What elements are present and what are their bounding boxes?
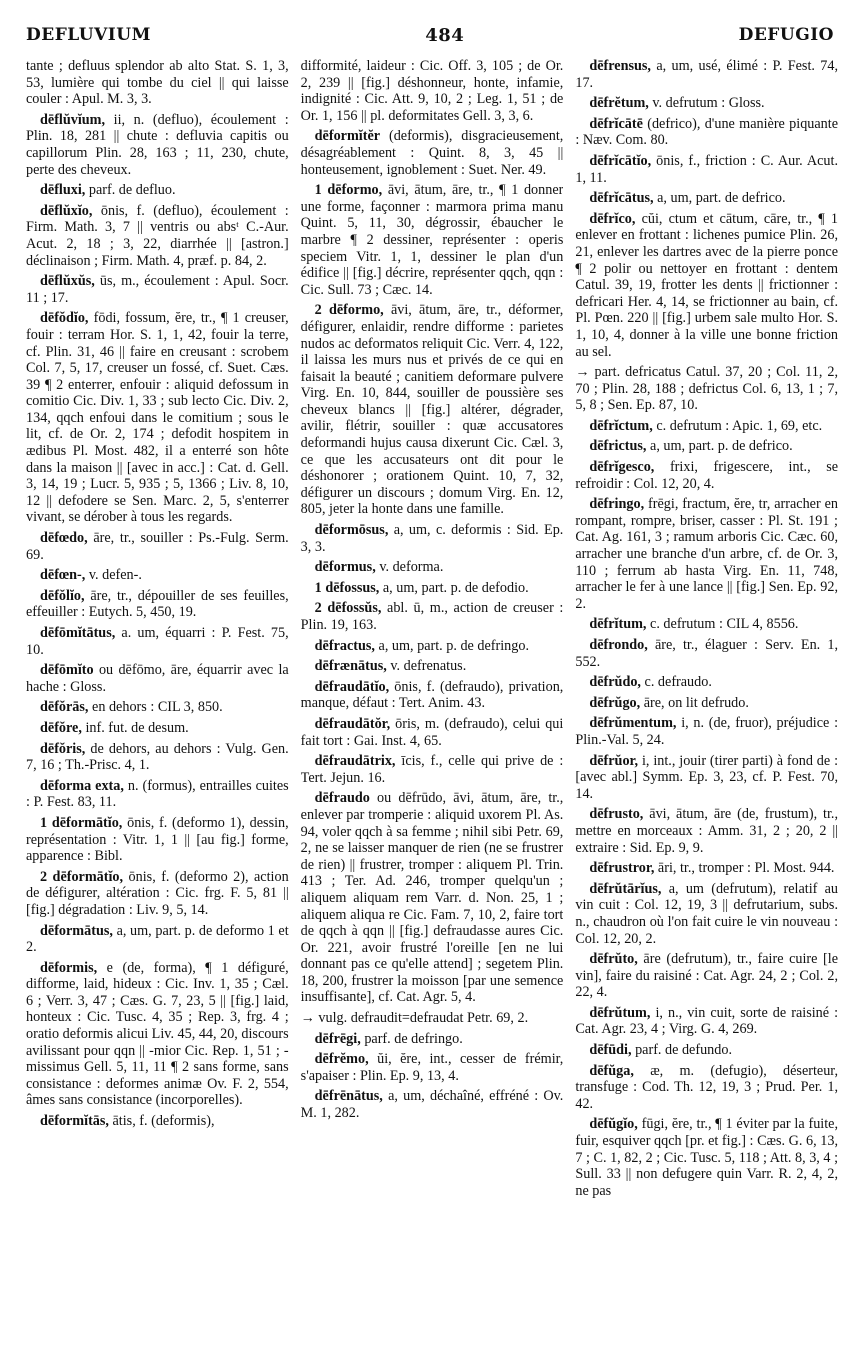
dictionary-entry [26,588,289,621]
entry-text: ŭi, ĕre, int., cesser de frémir, s'apaiser : Plin. Ep. 9, 13, 4. [300,1051,564,1084]
page-header [26,22,834,48]
entry-headword: 2 dēformātĭo, [40,868,124,885]
entry-text: fūgi, ĕre, tr., ¶ 1 éviter par la fuite, fuir, esquiver qqch [pr. et fig.] : Cæs. G. 6, 13, 7 ; C. 1, 82, 2 ; Cic. Tusc. 5, 118 ; Att. 8, 3, 4 ; Sull. 33 || non defugere quin Varr. R. 2, 4, 2, ne pas [575,1116,839,1199]
dictionary-entry [575,695,838,712]
entry-headword: dēfrŭor, [589,752,639,769]
dictionary-entry [301,522,564,555]
entry-text: c. defrutum : Apic. 1, 69, etc. [656,417,823,434]
entry-headword: dēfrictus, [589,438,647,455]
column-1 [26,58,289,1354]
entry-headword: dēfrŭto, [589,951,638,968]
entry-text: ii, n. (defluo), écoulement : Plin. 18, 281 || chute : defluvia capitis ou capillorum Plin. 28, 163 ; 11, 230, chute, perte des cheveux. [26,111,289,178]
entry-text: n. (formus), entrailles cuites : P. Fest. 83, 11. [26,777,289,811]
entry-text: (defrico), d'une manière piquante : Næv. Com. 80. [575,115,839,149]
entry-text: a, um, part. p. de defrico. [650,438,793,455]
entry-text: ōnis, f., friction : C. Aur. Acut. 1, 11. [575,152,839,186]
entry-text: ōnis, f. (deformo 1), dessin, représentation : Vitr. 1, 1 || [au fig.] forme, apparence : Bibl. [26,814,289,865]
dictionary-entry [26,625,289,658]
entry-headword: dēfrēnātus, [314,1088,383,1105]
dictionary-entry [575,1005,838,1038]
entry-headword: dēfrŭgo, [589,694,641,711]
dictionary-entry [301,679,564,712]
entry-headword: dēfrĕtum, [589,95,649,112]
entry-headword: dēfrondo, [589,637,648,653]
entry-text: āre, tr., élaguer : Serv. En. 1, 552. [575,637,839,670]
dictionary-entry [575,806,838,856]
dictionary-entry [301,1051,564,1084]
dictionary-entry [301,1088,564,1121]
entry-headword: dēfrĭcātē [589,115,643,132]
dictionary-entry [26,273,289,306]
entry-headword: dēfŭga, [589,1062,634,1079]
entry-text: āre, on lit defrudo. [643,694,749,711]
entry-text: de dehors, au dehors : Vulg. Gen. 7, 16 ; Th.-Prisc. 4, 1. [26,740,289,774]
entry-headword: dēfrĕmo, [314,1051,369,1068]
entry-text: parf. de defluo. [88,182,176,199]
dictionary-entry [26,778,289,811]
entry-headword: dēfrŭtum, [589,1004,651,1021]
dictionary-entry [575,459,838,492]
entry-headword: dēfringo, [589,496,645,513]
dictionary-entry [575,190,838,207]
entry-headword: dēformis, [40,959,98,976]
dictionary-entry [575,58,838,91]
dictionary-entry [301,600,564,633]
dictionary-entry [575,418,838,435]
entry-text: abl. ū, m., action de creuser : Plin. 19, 163. [300,600,564,633]
entry-headword: dēformĭtās, [40,1113,109,1130]
dictionary-entry [26,869,289,919]
dictionary-entry [575,616,838,633]
entry-headword: 2 dēfossŭs, [314,600,382,617]
entry-headword: dēfœn-, [40,567,86,584]
text-columns [26,58,838,1354]
entry-text: āri, tr., tromper : Pl. Most. 944. [657,860,835,877]
entry-text: fōdi, fossum, ĕre, tr., ¶ 1 creuser, fouir : terram Hor. S. 1, 1, 42, fouir la terre, cf. Plin. 31, 46 || faire en creusant : scrobem Col. 7, 5, 17, creuser un fossé, cf. Suet. Cæs. 39 ¶ 2 enterrer, enfouir : aliquid defossum in comitio Cic. Div. 1, 33 ; sub lecto Cic. Div. 2, 134, qqch enfoui dans le comitium ; sous le lit, cf. de Or. 2, 174 ; defodit hospitem in ædibus Pl. Most. 482, il a enterré son hôte dans la maison || [avec in acc.] : Cat. d. Gell. 3, 14, 19 ; Lucr. 5, 935 ; 5, 1366 ; Liv. 8, 10, 12 || defodere se Sen. Marc. 2, 5, s'enterrer vivant, se dérober à tous les regards. [26,310,289,526]
dictionary-entry [575,860,838,877]
dictionary-entry [26,923,289,956]
entry-headword: dēfrĭcātĭo, [589,152,652,169]
entry-text: en dehors : CIL 3, 850. [92,699,223,716]
dictionary-entry [575,438,838,455]
dictionary-entry [301,128,564,178]
entry-headword: dēfrensus, [589,58,651,74]
dictionary-entry [575,753,838,803]
entry-text: a, um, part. p. de deformo 1 et 2. [26,922,289,956]
dictionary-entry [26,815,289,865]
entry-headword: dēfractus, [314,637,375,654]
entry-text: (deformis), disgracieusement, désagréablement : Quint. 8, 3, 45 || honteusement, ignoblement : Suet. Ner. 49. [300,128,564,178]
dictionary-entry [575,1042,838,1059]
entry-text: parf. de defringo. [364,1030,463,1047]
entry-headword: dēfŏlĭo, [40,587,85,604]
dictionary-entry [26,530,289,563]
header-right-guideword: DEFUGIO [738,25,834,45]
entry-headword: dēforma exta, [40,777,124,794]
entry-text: c. defrutum : CIL 4, 8556. [650,616,799,633]
entry-text: āvi, ātum, āre, tr., ¶ 1 donner une forme, façonner : marmora prima manu Quint. 5, 11, 30, dégrossir, ébaucher le marbre ¶ 2 dessiner, représenter : operis speciem Vitr. 1, 1, dessiner le plan d'un édifice || [fig.] décrire, représenter qqch, qqn : Cic. Sull. 73 ; Cæc. 14. [300,182,564,298]
dictionary-entry [26,741,289,774]
dictionary-entry [575,153,838,186]
entry-headword: dēformōsus, [314,522,389,539]
entry-text: tante ; defluus splendor ab alto Stat. S. 1, 3, 53, lumière qui tombe du ciel || qui laisse couler : Apul. M. 3, 3. [26,58,289,108]
dictionary-entry [26,662,289,695]
entry-headword: 1 dēformo, [314,182,383,199]
entry-text: i, n. (de, fruor), préjudice : Plin.-Val. 5, 24. [575,715,839,748]
entry-headword: dēfluxi, [40,182,86,199]
entry-headword: dēfrĭco, [589,210,636,227]
dictionary-entry [26,720,289,737]
entry-headword: dēflŭxŭs, [40,273,95,290]
entry-text: īcis, f., celle qui prive de : Tert. Jejun. 16. [300,753,564,786]
dictionary-entry [301,790,564,1006]
entry-headword: dēformus, [314,559,376,576]
entry-headword: dēfŏre, [40,719,82,736]
entry-headword: dēfrustror, [589,860,655,877]
entry-headword: dēfrĭcātus, [589,190,654,207]
dictionary-entry [575,116,838,149]
dictionary-entry [301,580,564,597]
entry-text: ōnis, f. (defraudo), privation, manque, défaut : Tert. Anim. 43. [300,678,564,712]
dictionary-entry [575,637,838,670]
entry-text: a, um, déchaîné, effréné : Ov. M. 1, 282. [300,1088,564,1122]
entry-text: ātis, f. (deformis), [112,1113,215,1130]
entry-text: a, um, usé, élimé : P. Fest. 74, 17. [575,58,839,91]
entry-text: v. defen-. [88,567,142,584]
entry-headword: 1 dēfossus, [314,579,380,596]
entry-headword: dēfrŭdo, [589,674,641,691]
entry-text: a. um, équarri : P. Fest. 75, 10. [26,625,289,658]
entry-headword: dēfœdo, [40,530,88,547]
entry-headword: dēfŭgĭo, [589,1116,638,1133]
entry-text: āre, tr., dépouiller de ses feuilles, effeuiller : Eutych. 5, 450, 19. [26,587,289,621]
entry-text: ōris, m. (defraudo), celui qui fait tort : Gai. Inst. 4, 65. [300,715,564,749]
dictionary-entry [575,951,838,1001]
entry-headword: dēfraudātŏr, [314,715,391,732]
entry-text: ou dēfōmo, āre, équarrir avec la hache : Gloss. [26,662,289,695]
entry-text: → part. defricatus Catul. 37, 20 ; Col. 11, 2, 70 ; Plin. 28, 188 ; defrictus Col. 6, 13, 1 ; 7, 5, 8 ; Sen. Ep. 87, 10. [575,364,839,414]
entry-headword: dēformĭtĕr [314,128,381,145]
dictionary-entry [575,496,838,612]
dictionary-entry [301,716,564,749]
dictionary-entry [575,95,838,112]
dictionary-entry [26,567,289,584]
page-number: 484 [425,24,465,46]
dictionary-entry [301,302,564,518]
dictionary-entry [301,753,564,786]
entry-headword: dēfōmĭtātus, [40,625,116,641]
entry-headword: dēfrusto, [589,806,644,823]
entry-headword: dēfrŭtārĭus, [589,880,662,897]
entry-text: ou dēfrūdo, āvi, ātum, āre, tr., enlever par tromperie : aliquid uxorem Pl. As. 94, voler qqch à sa femme ; nihil sibi Petr. 69, 2, ne se laisser manquer de rien (ne se frustrer de rien) || frustrer, tromper : aliquem Pl. Trin. 413 ; Ter. Ad. 246, tromper quelqu'un ; aliquem aliquam rem Varr. d. Non. 25, 1 ; aliquem aliqua re Cic. Fam. 7, 10, 2, faire tort de qqch à qqn || [fig.] defraudasse aures Cic. Or. 221, avoir frustré l'oreille [en ne lui donnant pas ce qu'elle attend] ; segetem Plin. 18, 200, frustrer la moisson [par une semence insuffisante], cf. Cat. Agr. 5, 4. [300,790,564,1006]
entry-headword: 2 dēformo, [314,302,384,319]
dictionary-entry [26,58,289,108]
entry-headword: dēfrænātus, [314,658,387,675]
entry-text: a, um, c. deformis : Sid. Ep. 3, 3. [300,522,564,555]
entry-text: a, um, part. de defrico. [657,190,786,207]
dictionary-entry [575,211,838,360]
entry-headword: dēfraudātĭo, [314,678,390,695]
entry-text: e (de, forma), ¶ 1 défiguré, difforme, laid, hideux : Cic. Inv. 1, 35 ; Cæl. 6 ; Verr. 3, 47 ; Cæs. G. 7, 23, 5 || [fig.] laid, honteux : Cic. Tusc. 4, 35 ; Rep. 3, frg. 4 ; oratio deformis alicui Liv. 45, 44, 20, discours avilissant pour qqn || -mior Cic. Rep. 1, 51 ; -missimus Gell. 5, 11, 11 ¶ 2 sans forme, sans consistance : deformes animæ Ov. F. 2, 554, âmes sans consistance (incorporelles). [26,959,289,1109]
dictionary-entry [575,715,838,748]
entry-headword: dēfūdi, [589,1042,632,1059]
entry-text: āvi, ātum, āre (de, frustum), tr., mettre en morceaux : Amm. 31, 2 ; 20, 2 || extraire : Sid. Ep. 9, 9. [575,806,839,856]
entry-text: ūs, m., écoulement : Apul. Socr. 11 ; 17. [26,273,289,306]
dictionary-entry [575,1063,838,1113]
entry-text: ōnis, f. (deformo 2), action de défigurer, altération : Cic. frg. F. 5, 81 || [fig.] dégradation : Liv. 9, 5, 14. [26,868,289,918]
dictionary-entry [301,1010,564,1027]
dictionary-entry [575,364,838,414]
dictionary-entry [575,1116,838,1199]
dictionary-entry [301,559,564,576]
entry-text: frēgi, fractum, ĕre, tr, arracher en rompant, rompre, briser, casser : Pl. St. 191 ; Cat. Ag. 161, 3 ; ramum arboris Cic. Cæc. 60, arracher une branche d'un arbre, cf. de Or. 3, 110 ; ferrum ab hasta Virg. En. 11, 748, arracher le fer à une lance || [fig.] Sen. Ep. 92, 2. [575,496,839,612]
column-3 [575,58,838,1354]
entry-text: difformité, laideur : Cic. Off. 3, 105 ; de Or. 2, 239 || [fig.] déshonneur, honte, infamie, indignité : Cic. Att. 9, 10, 2 ; Leg. 1, 51 ; de Or. 1, 156 || pl. deformitates Gell. 3, 3, 6. [300,58,564,124]
entry-headword: dēfrĭctum, [589,417,653,434]
entry-text: frixi, frigescere, int., se refroidir : Col. 12, 20, 4. [575,459,839,492]
dictionary-entry [301,638,564,655]
entry-text: parf. de defundo. [635,1042,732,1059]
column-2 [301,58,564,1354]
entry-headword: dēformātus, [40,922,113,939]
entry-headword: dēfraudātrix, [314,753,396,770]
entry-text: v. deforma. [379,559,444,576]
dictionary-entry [26,699,289,716]
dictionary-entry [26,310,289,526]
header-left-guideword: DEFLUVIUM [26,25,151,45]
dictionary-entry [301,1031,564,1048]
entry-text: a, um (defrutum), relatif au vin cuit : Col. 12, 19, 3 || defrutarium, subs. n., chaudron où l'on fait cuire le vin nouveau : Col. 12, 20, 2. [575,880,839,947]
dictionary-entry [575,674,838,691]
entry-text: i, int., jouir (tirer parti) à fond de : [avec abl.] Symm. Ep. 3, 23, cf. P. Fest. 70, 14. [575,752,839,802]
dictionary-entry [301,182,564,298]
entry-headword: dēfraudo [314,790,370,807]
entry-text: c. defraudo. [644,674,712,691]
entry-headword: dēfrĭgesco, [589,459,655,476]
entry-text: āre (defrutum), tr., faire cuire [le vin], faire du raisiné : Cat. Agr. 24, 2 ; Col. 2, 22, 4. [575,951,839,1001]
entry-text: v. defrutum : Gloss. [652,95,765,112]
dictionary-entry [26,112,289,178]
entry-headword: dēfōmĭto [40,662,94,679]
dictionary-entry [301,58,564,124]
dictionary-entry [26,1113,289,1130]
entry-headword: 1 dēformātĭo, [40,814,123,831]
entry-text: āre, tr., souiller : Ps.-Fulg. Serm. 69. [26,530,289,563]
entry-text: a, um, part. p. de defodio. [382,579,529,596]
entry-text: cŭi, ctum et cātum, cāre, tr., ¶ 1 enlever en frottant : lichenes pumice Plin. 26, 21, enlever les dartres avec de la pierre ponce ¶ 2 polir ou nettoyer en frottant : dentem Catul. 39, 19, frotter les dents || frictionner : defricari Her. 4, 14, se frictionner au bain, cf. Pl. Pœn. 220 || [fig.] urbem sale multo Hor. S. 1, 10, 4, donner à la ville une bonne friction au sel. [575,210,839,360]
dictionary-entry [26,203,289,269]
entry-text: → vulg. defraudit=defraudat Petr. 69, 2. [300,1010,529,1027]
entry-text: āvi, ātum, āre, tr., déformer, défigurer, enlaidir, rendre difforme : parietes nudos ac deformatos reliquit Cic. Verr. 4, 122, il laissa les murs nus et privés de ce qui en faisait la beauté ; canitiem deformare pulvere Virg. En. 10, 844, souiller de poussière ses cheveux blancs || [fig.] altérer, dégrader, avilir, flétrir, souiller : quæ accusatores deformandi hujus causa dixerunt Cic. Cæl. 3, ce que les accusateurs ont dit pour le déshonorer ; orationem Quint. 10, 7, 32, défigurer un discours ; domum Virg. En. 12, 805, jeter la honte dans une famille. [300,302,564,518]
dictionary-entry [26,960,289,1109]
entry-headword: dēfrŭmentum, [589,715,677,732]
entry-text: a, um, part. p. de defringo. [378,637,530,654]
entry-text: æ, m. (defugio), déserteur, transfuge : Cod. Th. 12, 19, 3 ; Prud. Per. 1, 42. [575,1062,839,1112]
entry-text: ōnis, f. (defluo), écoulement : Firm. Math. 3, 7 || ventris ou absᵗ C.-Aur. Acut. 2, 18 ; 3, 22, diarrhée || [astron.] déclinaison ; Firm. Math. 4, præf. p. 84, 2. [26,202,289,269]
entry-headword: dēfŏdĭo, [40,310,89,327]
entry-text: i, n., vin cuit, sorte de raisiné : Cat. Agr. 23, 4 ; Virg. G. 4, 269. [575,1004,839,1038]
entry-headword: dēflŭvĭum, [40,111,106,128]
entry-headword: dēfrēgi, [314,1030,361,1047]
entry-text: v. defrenatus. [390,658,467,675]
entry-headword: dēfŏris, [40,740,86,757]
entry-headword: dēfrĭtum, [589,616,647,633]
dictionary-entry [26,182,289,199]
entry-headword: dēflŭxĭo, [40,202,93,219]
entry-headword: dēfŏrās, [40,699,89,716]
dictionary-entry [575,881,838,947]
entry-text: inf. fut. de desum. [85,719,189,736]
dictionary-entry [301,658,564,675]
